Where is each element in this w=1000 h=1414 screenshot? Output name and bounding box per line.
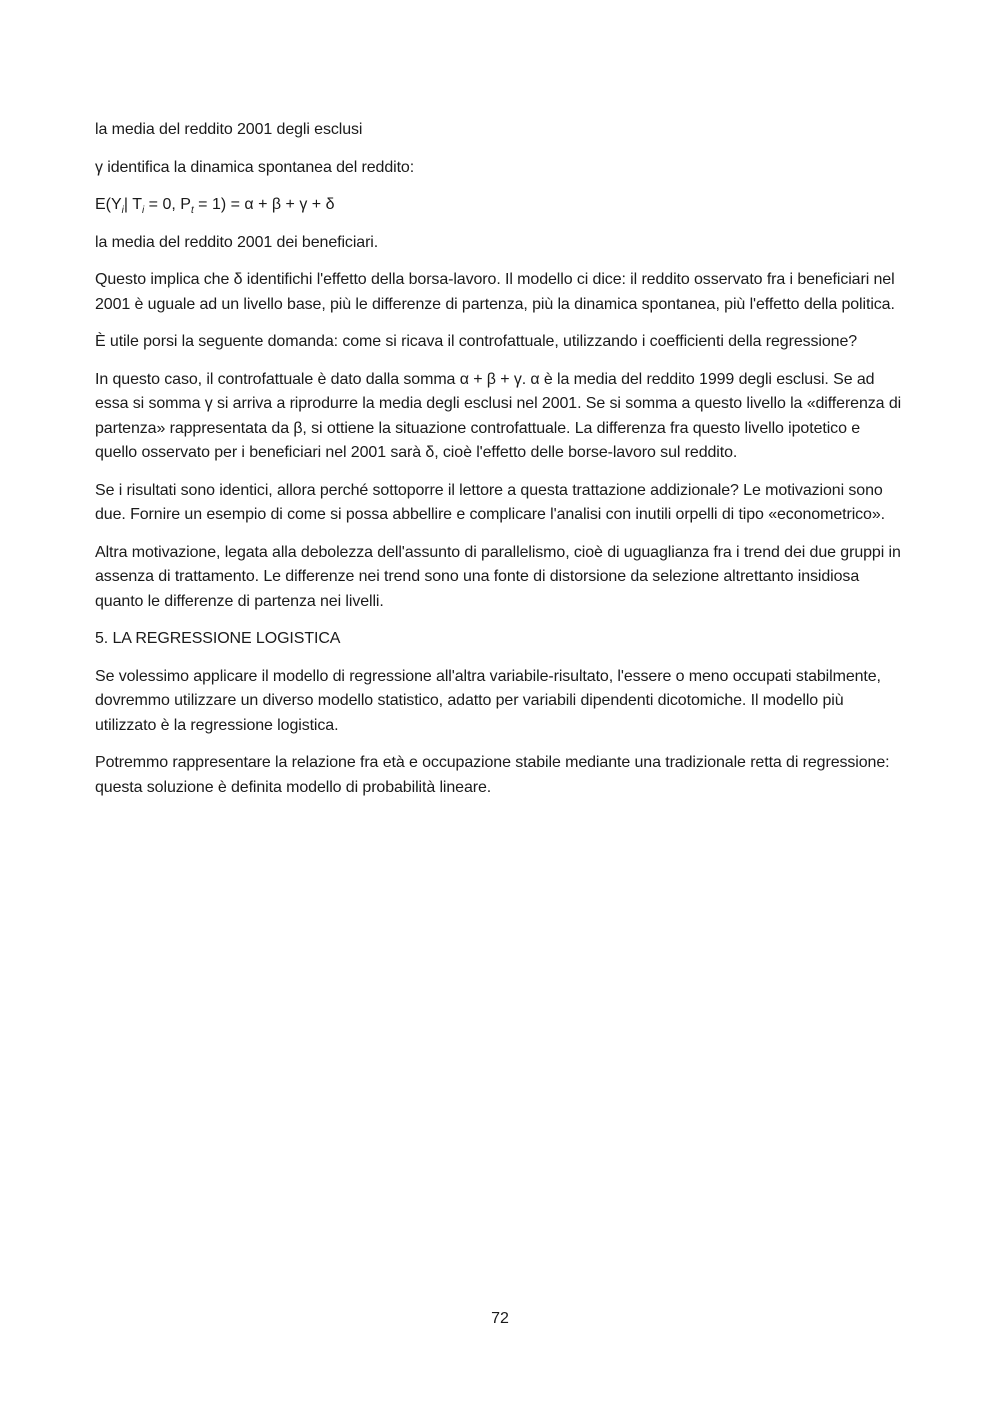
paragraph-counterfactual-question: È utile porsi la seguente domanda: come si ricava il controfattuale, utilizzando i coefficienti della regressione? (95, 333, 858, 350)
formula-expected-income (95, 193, 905, 218)
document-body (95, 118, 905, 813)
formula-subscript: t (190, 205, 194, 217)
paragraph-delta-effect: Questo implica che δ identifichi l'effetto della borsa-lavoro. Il modello ci dice: il reddito osservato fra i beneficiari nel 2001 è uguale ad un livello base, più le differenze di partenza, più la dinamica spontanea, più l'effetto della politica. (95, 271, 895, 313)
paragraph-excluded-income-2001: la media del reddito 2001 degli esclusi (95, 121, 363, 138)
paragraph-linear-probability: Potremmo rappresentare la relazione fra età e occupazione stabile mediante una tradizionale retta di regressione: questa soluzione è definita modello di probabilità lineare. (95, 754, 890, 796)
formula-part: E(Y (95, 196, 122, 213)
formula-subscript: i (121, 205, 124, 217)
section-heading: 5. LA REGRESSIONE LOGISTICA (95, 630, 341, 647)
formula-part: = 0, P (144, 196, 191, 213)
paragraph-beneficiaries-income-2001: la media del reddito 2001 dei beneficiari. (95, 233, 379, 251)
paragraph-counterfactual-explanation: In questo caso, il controfattuale è dato dalla somma α + β + γ. α è la media del reddito 1999 degli esclusi. Se ad essa si somma γ si arriva a riprodurre la media degli esclusi nel 2001. Se si somma a questo livello la «differenza di partenza» rappresentata da β, si ottiene la situazione controfattuale. La differenza fra questo livello ipotetico e quello osservato per i beneficiari nel 2001 sarà δ, cioè l'effetto delle borse-lavoro sul reddito. (95, 370, 902, 461)
paragraph-motivations: Se i risultati sono identici, allora perché sottoporre il lettore a questa trattazione addizionale? Le motivazioni sono due. Fornire un esempio di come si possa abbellire e complicare l'analisi con inutili orpelli di tipo «econometrico». (95, 481, 885, 523)
paragraph-parallelism-assumption: Altra motivazione, legata alla debolezza dell'assunto di parallelismo, cioè di uguaglianza fra i trend dei due gruppi in assenza di trattamento. Le differenze nei trend sono una fonte di distorsione da selezione altrettanto insidiosa quanto le differenze di partenza nei livelli. (95, 543, 901, 610)
formula-subscript: i (142, 205, 145, 217)
paragraph-logistic-intro: Se volessimo applicare il modello di regressione all'altra variabile-risultato, l'essere o meno occupati stabilmente, dovremmo utilizzare un diverso modello statistico, adatto per variabili dipendenti dicotomiche. Il modello più utilizzato è la regressione logistica. (95, 667, 881, 734)
formula-part: = 1) = α + β + γ + δ (193, 196, 335, 213)
formula-part: | T (123, 196, 142, 213)
paragraph-gamma-definition: γ identifica la dinamica spontanea del reddito: (95, 158, 415, 176)
page-number: 72 (491, 1310, 509, 1327)
